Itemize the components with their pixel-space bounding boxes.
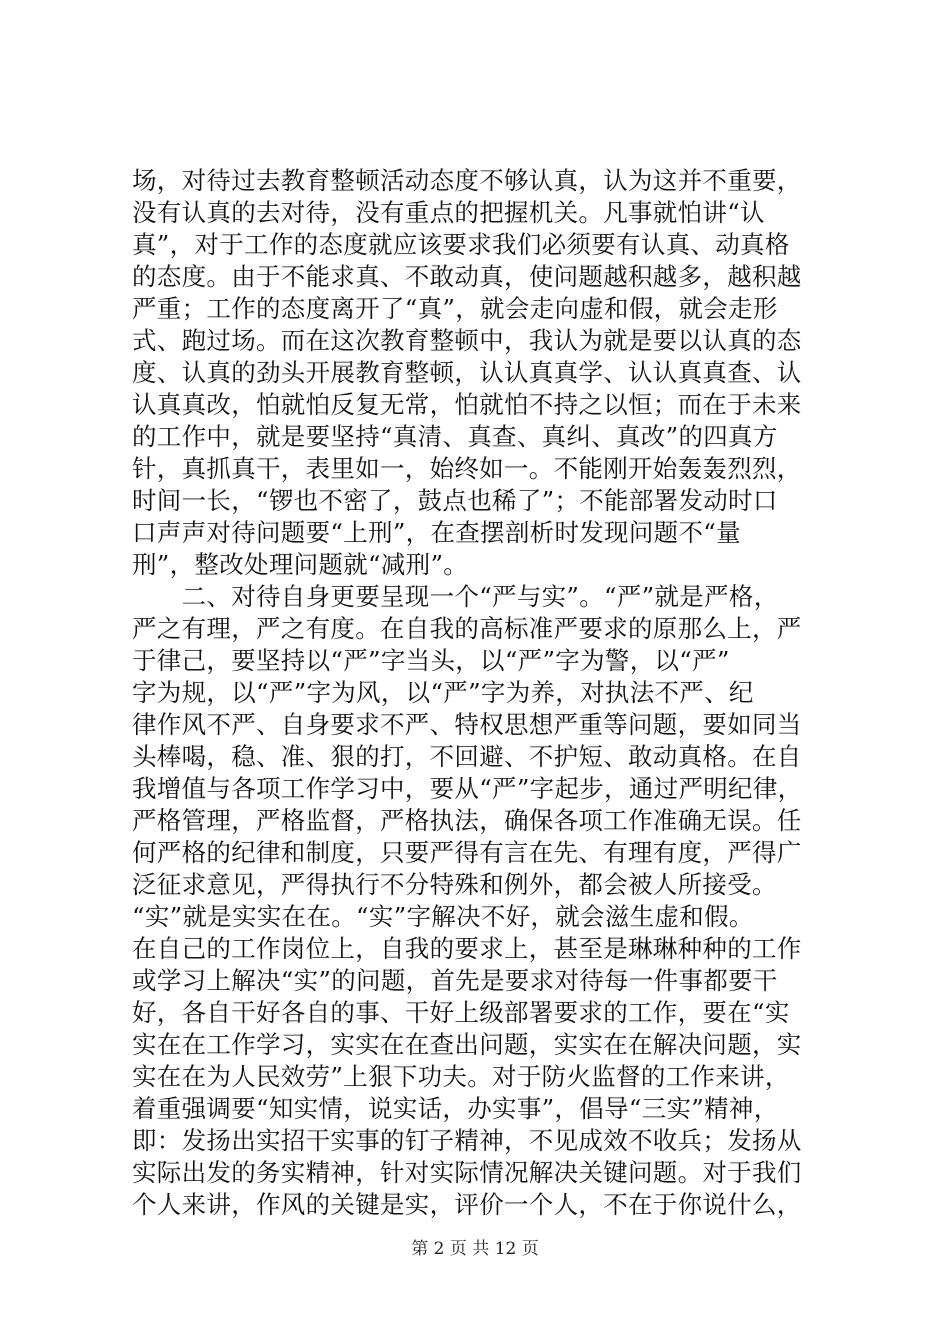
text-line: 场，对待过去教育整顿活动态度不够认真，认为这并不重要， [132,166,802,195]
text-line: 度、认真的劲头开展教育整顿，认认真真学、认认真真查、认 [132,358,802,387]
text-line: 头棒喝，稳、准、狠的打，不回避、不护短、敢动真格。在自 [132,742,802,771]
page-number-footer: 第 2 页 共 12 页 [411,1239,539,1259]
text-line: 二、对待自身更要呈现一个“严与实”。“严”就是严格， [132,582,779,611]
text-line: 的工作中，就是要坚持“真清、真查、真纠、真改”的四真方 [132,422,778,451]
text-line: 认真真改，怕就怕反复无常，怕就怕不持之以恒；而在于未来 [132,390,802,419]
text-line: 没有认真的去对待，没有重点的把握机关。凡事就怕讲“认 [132,198,765,227]
text-line: 律作风不严、自身要求不严、特权思想严重等问题，要如同当 [132,710,802,739]
text-line: 真”，对于工作的态度就应该要求我们必须要有认真、动真格 [132,230,790,259]
text-line: 于律己，要坚持以“严”字当头，以“严”字为警，以“严” [132,646,730,675]
body-text [132,165,832,1221]
text-line: 或学习上解决“实”的问题，首先是要求对待每一件事都要干 [132,966,778,995]
text-line: 实在在工作学习，实实在在查出问题，实实在在解决问题，实 [132,1030,802,1059]
text-line: 严格管理，严格监督，严格执法，确保各项工作准确无误。任 [132,806,802,835]
text-line: 个人来讲，作风的关键是实，评价一个人，不在于你说什么， [132,1190,802,1219]
text-line: “实”就是实实在在。“实”字解决不好，就会滋生虚和假。 [132,902,754,931]
text-line: 式、跑过场。而在这次教育整顿中，我认为就是要以认真的态 [132,326,802,355]
text-line: 泛征求意见，严得执行不分特殊和例外，都会被人所接受。 [132,870,777,899]
text-line: 即：发扬出实招干实事的钉子精神，不见成效不收兵；发扬从 [132,1126,802,1155]
text-line: 着重强调要“知实情，说实话，办实事”，倡导“三实”精神， [132,1094,779,1123]
text-line: 针，真抓真干，表里如一，始终如一。不能刚开始轰轰烈烈， [132,454,802,483]
text-line: 时间一长，“锣也不密了，鼓点也稀了”；不能部署发动时口 [132,486,778,515]
text-line: 严之有理，严之有度。在自我的高标准严要求的原那么上，严 [132,614,802,643]
text-line: 在自己的工作岗位上，自我的要求上，甚至是琳琳种种的工作 [132,934,802,963]
text-line: 何严格的纪律和制度，只要严得有言在先、有理有度，严得广 [132,838,802,867]
text-line: 严重；工作的态度离开了“真”，就会走向虚和假，就会走形 [132,294,778,323]
text-line: 刑”，整改处理问题就“减刑”。 [132,550,469,579]
text-line: 口声声对待问题要“上刑”，在查摆剖析时发现问题不“量 [132,518,741,547]
text-line: 的态度。由于不能求真、不敢动真，使问题越积越多，越积越 [132,262,802,291]
text-line: 字为规，以“严”字为风，以“严”字为养，对执法不严、纪 [132,678,754,707]
text-line: 好，各自干好各自的事、干好上级部署要求的工作，要在“实 [132,998,790,1027]
text-line: 实在在为人民效劳”上狠下功夫。对于防火监督的工作来讲， [132,1062,790,1091]
text-line: 实际出发的务实精神，针对实际情况解决关键问题。对于我们 [132,1158,802,1187]
text-line: 我增值与各项工作学习中，要从“严”字起步，通过严明纪律， [132,774,803,803]
